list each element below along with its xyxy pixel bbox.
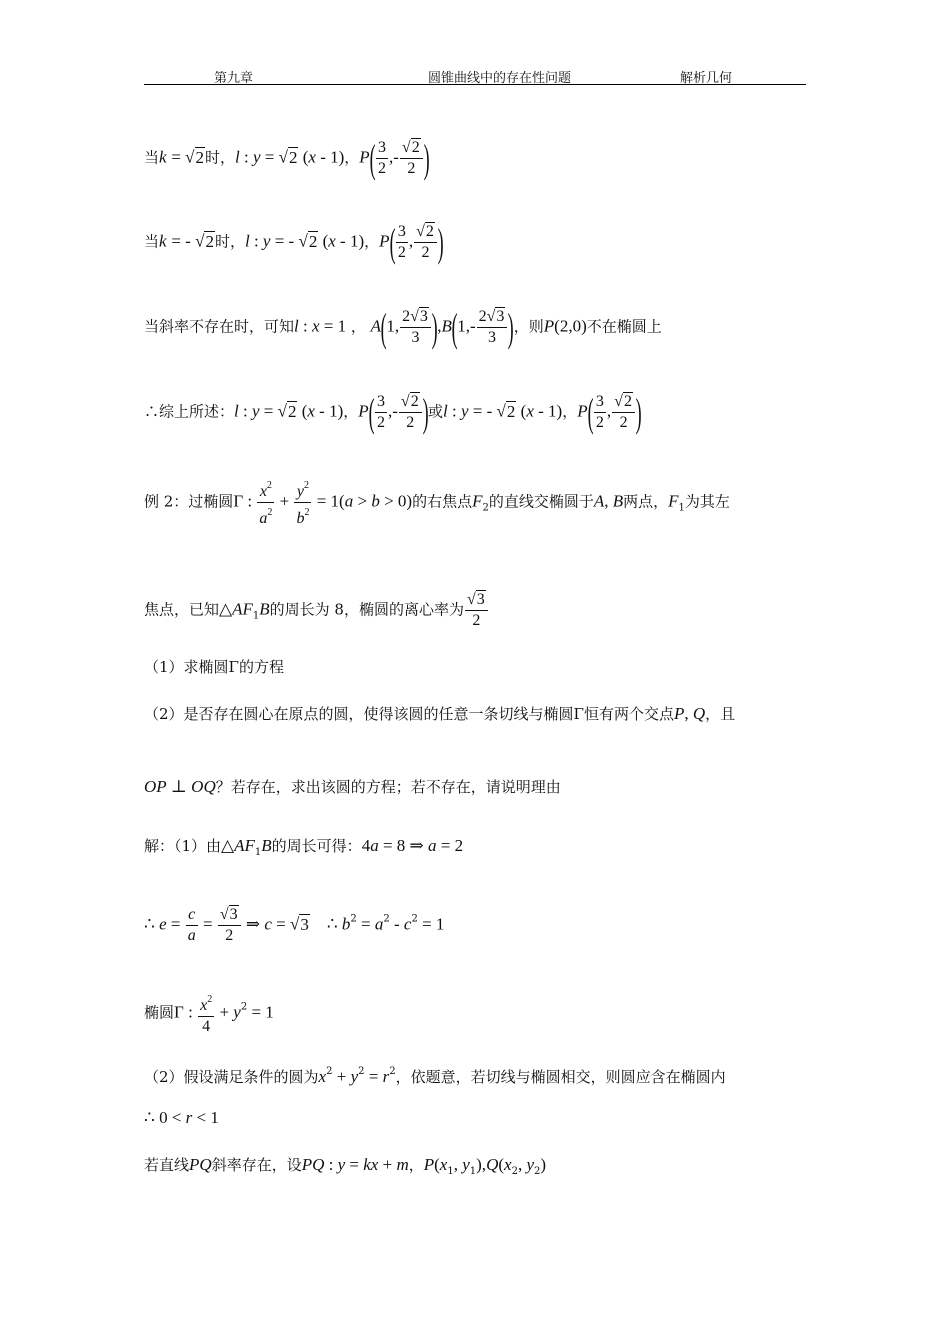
case-k-positive: 当k = √2时，l : y = √2 (x - 1)，P( $\frac{3}{2}$ ,- $\frac{√2}{2}$ ) [144, 135, 430, 181]
header-subject: 解析几何 [680, 71, 733, 86]
header-title: 圆锥曲线中的存在性问题 [428, 71, 572, 86]
solution-part-2: （2）假设满足条件的圆为$x^2 + y^2 = r^2$，依题意，若切线与椭圆相交，则圆应含在椭圆内 [144, 1066, 726, 1086]
question-2-continued: OP ⊥ OQ？若存在，求出该圆的方程；若不存在，请说明理由 [144, 777, 561, 796]
example-2-continued: 焦点，已知$\triangle AF_1B$的周长为 8，椭圆的离心率为 $\frac{√3}{2}$ [144, 590, 814, 631]
eccentricity-line: ∴ e = $\frac{c}{a}$ = $\frac{√3}{2}$ ⇒ c = √3 ∴ $b^2 = a^2 - c^2 = 1$ [144, 906, 445, 944]
line-pq-assumption: 若直线PQ斜率存在，设PQ : y = kx + m，$P(x_1$, $y_1),Q(x_2$, $y_2$) [144, 1155, 547, 1177]
question-1: （1）求椭圆Γ的方程 [144, 658, 284, 676]
question-2: （2）是否存在圆心在原点的圆，使得该圆的任意一条切线与椭圆Γ恒有两个交点P, Q，且 [144, 704, 736, 723]
ellipse-equation: 椭圆Γ : $\frac{x^2}{4}$ + $y^2 = 1$ [144, 990, 814, 1037]
radius-range: ∴ 0 < r < 1 [144, 1108, 219, 1127]
example-2-statement: 例 2：过椭圆Γ : $\frac{x^2}{a^2}$ + $\frac{y^2}{b^2}$ = 1(a > b > 0)的右焦点$F_2$的直线交椭圆于A, B两点，$F_1$为其左 [144, 476, 814, 529]
page-header [144, 64, 806, 85]
case-k-negative: 当k = - √2时，l : y = - √2 (x - 1)，P( $\frac{3}{2}$ , $\frac{√2}{2}$ ) [144, 219, 444, 265]
header-chapter: 第九章 [214, 71, 254, 86]
solution-part-1: 解：（1）由$\triangle AF_1B$的周长可得：4a = 8 ⇒ a = 2 [144, 836, 464, 858]
case-no-slope: 当斜率不存在时，可知l : x = 1 ， A(1, $\frac{2√3}{3}$ ),B(1,- $\frac{2√3}{3}$ )，则P(2,0)不在椭圆上 [144, 304, 662, 350]
summary-line: ∴综上所述：l : y = √2 (x - 1)，P( $\frac{3}{2}$ ,- $\frac{√2}{2}$ )或l : y = - √2 (x - 1)，P( $\frac{3}{2}$ , $\frac{√2}{2}$ ) [144, 389, 642, 435]
